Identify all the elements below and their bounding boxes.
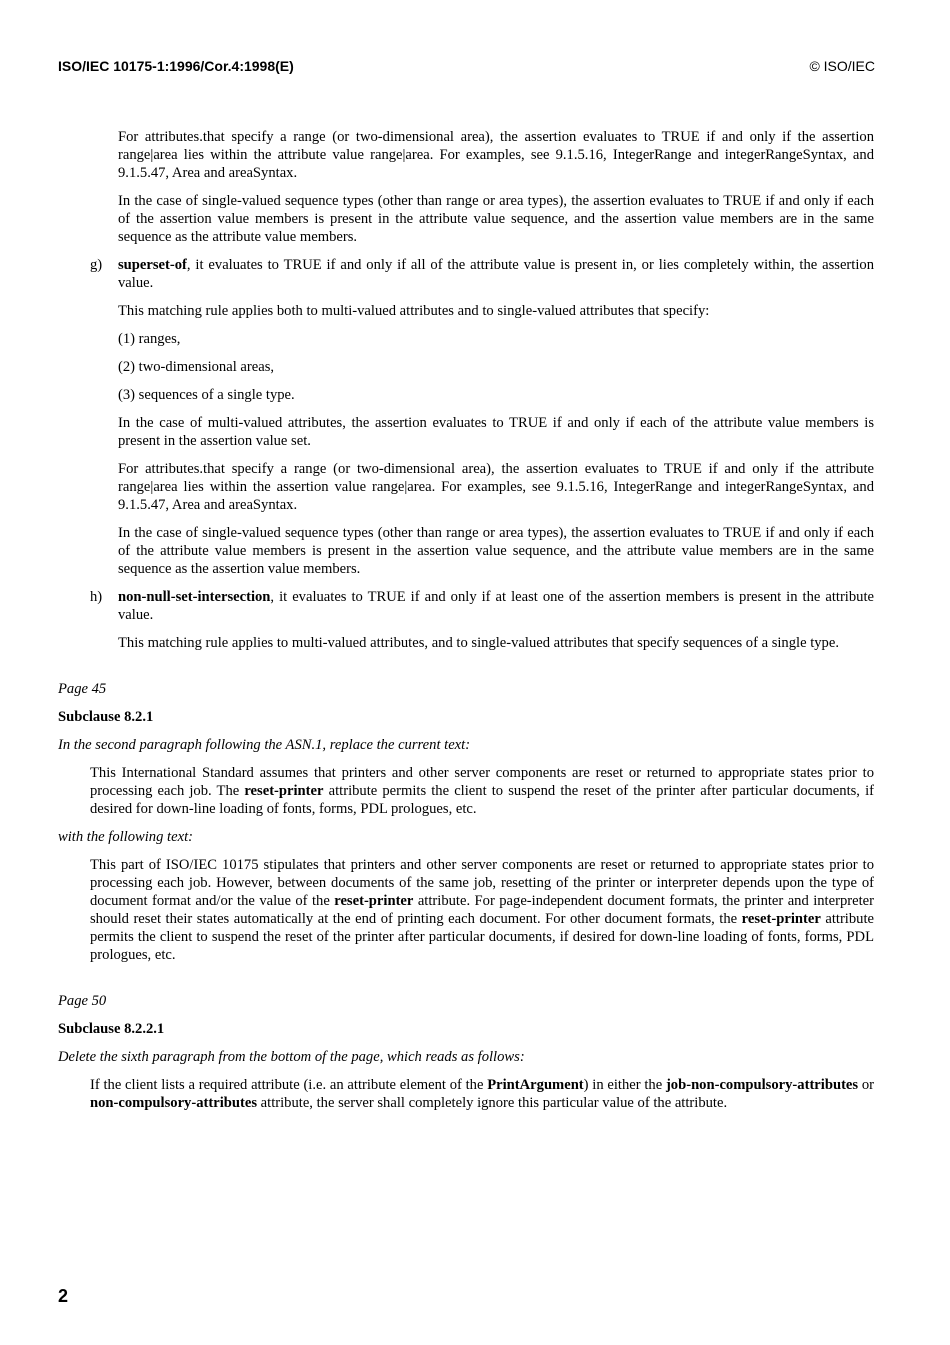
instruction: with the following text:: [58, 829, 193, 845]
quoted-paragraph: [90, 856, 874, 964]
text-run: ) in either the: [583, 1077, 666, 1093]
text-run: This International Standard assumes that printers and other server components are reset or returned to appropriate states prior to processing each job. The: [90, 765, 874, 799]
instruction: In the second paragraph following the ASN.1, replace the current text:: [58, 737, 471, 753]
page-content: [58, 128, 874, 1122]
paragraph: In the case of single-valued sequence types (other than range or area types), the assertion evaluates to TRUE if and only if each of the assertion value members is present in the attribute value sequence, and the assertion value members are in the same sequence as the attribute value members.: [118, 193, 874, 245]
paragraph: For attributes.that specify a range (or two-dimensional area), the assertion evaluates to TRUE if and only if the attribute range|area lies within the assertion value range|area. For examples, see 9.1.5.16, IntegerRange and integerRangeSyntax, and 9.1.5.47, Area and areaSyntax.: [118, 461, 874, 513]
page-header: [58, 58, 875, 78]
page-number: 2: [58, 1286, 69, 1306]
list-item-label: h): [90, 589, 103, 605]
quoted-paragraph: [90, 764, 874, 818]
document-id: ISO/IEC 10175-1:1996/Cor.4:1998(E): [58, 58, 294, 74]
paragraph: [118, 256, 874, 292]
text-run: attribute permits the client to suspend the reset of the printer after particular documents, if desired for down-line loading of fonts, forms, PDL prologues, etc.: [90, 911, 874, 963]
term-reset-printer: reset-printer: [244, 783, 324, 799]
text-run: attribute. For page-independent document formats, the printer and interpreter should reset their states automatically at the end of printing each document. For other document formats, the: [90, 893, 874, 927]
text-run: attribute, the server shall completely ignore this particular value of the attribute.: [257, 1095, 728, 1111]
instruction: Delete the sixth paragraph from the bottom of the page, which reads as follows:: [58, 1049, 525, 1065]
term-non-compulsory-attributes: non-compulsory-attributes: [90, 1095, 258, 1111]
term-definition: , it evaluates to TRUE if and only if all of the attribute value is present in, or lies completely within, the assertion value.: [118, 257, 874, 291]
list-entry: (3) sequences of a single type.: [118, 387, 295, 403]
subclause-heading: Subclause 8.2.2.1: [58, 1021, 165, 1037]
page-reference: Page 50: [58, 993, 107, 1009]
term-reset-printer: reset-printer: [334, 893, 414, 909]
list-item-g: [90, 256, 874, 578]
list-item-label: g): [90, 257, 103, 273]
term-non-null-set-intersection: non-null-set-intersection: [118, 589, 271, 605]
paragraph: In the case of single-valued sequence types (other than range or area types), the assertion evaluates to TRUE if and only if each of the attribute value members is present in the assertion value sequence, and the attribute value members are in the same sequence as the assertion value members.: [118, 525, 874, 577]
text-run: or: [858, 1077, 874, 1093]
page-reference: Page 45: [58, 681, 107, 697]
paragraph: In the case of multi-valued attributes, the assertion evaluates to TRUE if and only if each of the attribute value members is present in the assertion value set.: [118, 415, 874, 449]
text-run: This part of ISO/IEC 10175 stipulates that printers and other server components are reset or returned to appropriate states prior to processing each job. However, between documents of the same job, resetting of the printer or interpreter depends upon the type of document format and/or the value of the: [90, 857, 874, 909]
paragraph: For attributes.that specify a range (or two-dimensional area), the assertion evaluates to TRUE if and only if the assertion range|area lies within the attribute value range|area. For examples, see 9.1.5.16, IntegerRange and integerRangeSyntax, and 9.1.5.47, Area and areaSyntax.: [118, 129, 874, 181]
term-superset-of: superset-of: [118, 257, 187, 273]
term-definition: , it evaluates to TRUE if and only if at least one of the assertion members is present in the attribute value.: [118, 589, 874, 623]
list-entry: (2) two-dimensional areas,: [118, 359, 275, 375]
list-entry: (1) ranges,: [118, 331, 181, 347]
subclause-heading: Subclause 8.2.1: [58, 709, 154, 725]
quoted-paragraph: [90, 1076, 874, 1112]
paragraph: This matching rule applies both to multi-valued attributes and to single-valued attributes that specify:: [118, 303, 710, 319]
term-printargument: PrintArgument: [487, 1077, 584, 1093]
copyright: © ISO/IEC: [809, 58, 875, 74]
text-run: If the client lists a required attribute (i.e. an attribute element of the: [90, 1077, 488, 1093]
text-run: attribute permits the client to suspend the reset of the printer after particular documents, if desired for down-line loading of fonts, forms, PDL prologues, etc.: [90, 783, 874, 817]
list-item-h: [90, 588, 874, 652]
term-reset-printer: reset-printer: [741, 911, 821, 927]
term-job-non-compulsory-attributes: job-non-compulsory-attributes: [665, 1077, 859, 1093]
paragraph: [118, 588, 874, 624]
paragraph: This matching rule applies to multi-valued attributes, and to single-valued attributes that specify sequences of a single type.: [118, 635, 839, 651]
